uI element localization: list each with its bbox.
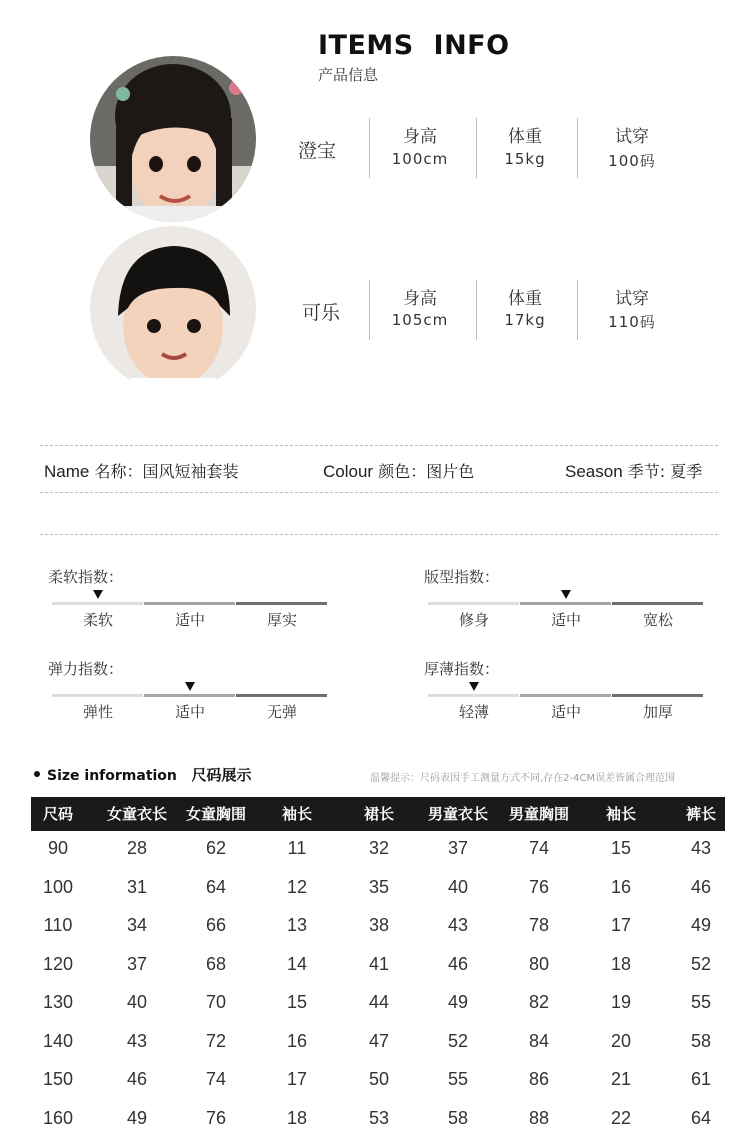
index-option-label: 适中 — [550, 611, 581, 629]
height-value: 105cm — [391, 311, 449, 329]
table-cell: 46 — [447, 953, 469, 974]
table-cell: 76 — [205, 1107, 227, 1128]
table-header-cell: 男童衣长 — [427, 805, 488, 823]
index-option-label: 适中 — [550, 703, 581, 721]
index-bar-segment — [428, 694, 519, 697]
table-cell: 32 — [368, 838, 390, 858]
model-photo-girl — [90, 56, 256, 222]
index-marker-icon — [93, 590, 103, 599]
table-cell: 74 — [205, 1069, 227, 1089]
index-title: 版型指数： — [424, 568, 500, 586]
table-cell: 52 — [447, 1030, 469, 1051]
table-row — [31, 992, 725, 1016]
index-bar-segment — [612, 602, 703, 605]
table-header-cell: 袖长 — [281, 805, 312, 823]
table-cell: 16 — [610, 876, 632, 897]
size-note: 温馨提示：尺码表因手工测量方式不同,存在2-4CM误差皆属合理范围 — [370, 773, 676, 784]
index-option-label: 厚实 — [266, 611, 297, 629]
table-cell: 110 — [43, 915, 73, 935]
dashed-divider — [40, 534, 718, 535]
table-cell: 160 — [42, 1107, 74, 1128]
table-cell: 55 — [447, 1069, 469, 1089]
table-header-cell: 女童衣长 — [106, 805, 167, 823]
table-cell: 28 — [126, 838, 148, 858]
table-header-cell: 尺码 — [42, 805, 73, 823]
index-marker-icon — [469, 682, 479, 691]
size-title-cn: 尺码展示 — [191, 766, 252, 784]
table-cell: 50 — [368, 1069, 390, 1089]
elasticity-index — [46, 658, 326, 728]
table-cell: 86 — [528, 1069, 550, 1089]
table-cell: 100 — [42, 876, 74, 897]
try-size-value: 110码 — [608, 313, 656, 331]
divider — [577, 280, 578, 340]
table-cell: 37 — [126, 953, 148, 974]
table-cell: 55 — [690, 992, 712, 1012]
index-bar-segment — [236, 602, 327, 605]
height-label: 身高 — [403, 127, 437, 147]
table-cell: 150 — [42, 1069, 74, 1089]
table-cell: 90 — [47, 838, 69, 858]
index-option-label: 适中 — [174, 611, 205, 629]
table-header-cell: 裤长 — [685, 805, 716, 823]
table-cell: 16 — [286, 1030, 308, 1051]
season-label-en: Season — [565, 462, 623, 481]
divider — [577, 118, 578, 178]
table-cell: 130 — [42, 992, 74, 1012]
table-cell: 80 — [528, 953, 550, 974]
index-option-label: 加厚 — [642, 703, 673, 721]
table-cell: 47 — [368, 1030, 390, 1051]
table-header-cell: 袖长 — [605, 805, 636, 823]
table-cell: 62 — [205, 838, 227, 858]
table-cell: 58 — [447, 1107, 469, 1128]
dashed-divider — [40, 445, 718, 446]
table-cell: 14 — [286, 953, 308, 974]
season-value: 夏季 — [670, 462, 703, 481]
size-table-body — [31, 831, 725, 1141]
size-section-title — [47, 764, 252, 785]
index-option-label: 轻薄 — [458, 703, 489, 721]
table-cell: 31 — [126, 876, 148, 897]
weight-label: 体重 — [508, 289, 542, 309]
table-cell: 120 — [42, 953, 74, 974]
table-cell: 15 — [610, 838, 632, 858]
table-cell: 68 — [205, 953, 227, 974]
table-header-cell: 女童胸围 — [185, 805, 246, 823]
index-bar-segment — [520, 694, 611, 697]
table-cell: 43 — [690, 838, 712, 858]
index-option-label: 柔软 — [82, 611, 113, 629]
try-size-label: 试穿 — [615, 289, 649, 309]
table-cell: 41 — [368, 953, 390, 974]
index-option-label: 修身 — [458, 611, 489, 629]
model-photo-boy — [90, 226, 256, 392]
table-cell: 43 — [126, 1030, 148, 1051]
weight-label: 体重 — [508, 127, 542, 147]
product-colour — [323, 459, 474, 482]
index-marker-icon — [561, 590, 571, 599]
product-name — [44, 459, 238, 482]
table-cell: 44 — [368, 992, 390, 1012]
table-cell: 22 — [610, 1107, 632, 1128]
table-cell: 64 — [205, 876, 227, 897]
name-value: 国风短袖套装 — [142, 462, 239, 481]
weight-value: 15kg — [504, 150, 546, 168]
index-title: 弹力指数： — [48, 660, 124, 678]
boy-portrait-illustration — [90, 226, 256, 392]
table-cell: 13 — [286, 915, 308, 935]
table-cell: 46 — [690, 876, 712, 897]
index-title: 厚薄指数： — [424, 660, 500, 678]
index-option-label: 宽松 — [642, 611, 673, 629]
weight-value: 17kg — [504, 311, 546, 329]
table-row — [31, 954, 725, 978]
table-cell: 19 — [610, 992, 632, 1012]
name-label-en: Name — [44, 462, 90, 481]
table-cell: 49 — [690, 915, 712, 935]
table-cell: 140 — [42, 1030, 74, 1051]
table-cell: 34 — [126, 915, 148, 935]
index-bar-segment — [236, 694, 327, 697]
try-size-label: 试穿 — [615, 127, 649, 147]
height-value: 100cm — [391, 150, 449, 168]
table-cell: 49 — [126, 1107, 148, 1128]
table-row — [31, 1108, 725, 1132]
table-row — [31, 1069, 725, 1093]
table-row — [31, 915, 725, 939]
index-bar-segment — [612, 694, 703, 697]
table-cell: 58 — [690, 1030, 712, 1051]
colour-label-en: Colour — [323, 462, 374, 481]
table-cell: 52 — [690, 953, 712, 974]
index-bar-segment — [520, 602, 611, 605]
table-cell: 46 — [126, 1069, 148, 1089]
table-cell: 70 — [205, 992, 227, 1012]
table-header-cell: 裙长 — [363, 805, 394, 823]
index-bar-segment — [428, 602, 519, 605]
try-size-value: 100码 — [608, 152, 656, 170]
girl-portrait-illustration — [90, 56, 256, 222]
index-bar-segment — [144, 694, 235, 697]
table-cell: 66 — [205, 915, 227, 935]
table-cell: 84 — [528, 1030, 550, 1051]
table-cell: 61 — [690, 1069, 712, 1089]
table-cell: 35 — [368, 876, 390, 897]
colour-label-cn: 颜色： — [378, 462, 427, 481]
table-row — [31, 1031, 725, 1055]
table-cell: 20 — [610, 1030, 632, 1051]
index-option-label: 无弹 — [266, 703, 297, 721]
product-season — [565, 459, 702, 482]
index-option-label: 弹性 — [82, 703, 113, 721]
size-table-header — [31, 797, 725, 831]
table-row — [31, 877, 725, 901]
model-name: 澄宝 — [298, 140, 337, 162]
table-cell: 64 — [690, 1107, 712, 1128]
table-cell: 76 — [528, 876, 550, 897]
table-cell: 11 — [287, 838, 307, 858]
table-cell: 74 — [528, 838, 550, 858]
softness-index — [46, 566, 326, 636]
table-cell: 38 — [368, 915, 390, 935]
dashed-divider — [40, 492, 718, 493]
table-cell: 40 — [447, 876, 469, 897]
table-cell: 49 — [447, 992, 469, 1012]
model-name: 可乐 — [302, 302, 341, 324]
index-marker-icon — [185, 682, 195, 691]
height-label: 身高 — [403, 289, 437, 309]
season-label-cn: 季节: — [627, 462, 666, 481]
table-cell: 18 — [610, 953, 632, 974]
index-bar-segment — [52, 694, 143, 697]
index-bar-segment — [144, 602, 235, 605]
table-cell: 82 — [528, 992, 550, 1012]
page-subtitle: 产品信息 — [318, 66, 379, 84]
table-cell: 17 — [610, 915, 632, 935]
table-cell: 18 — [286, 1107, 308, 1128]
colour-value: 图片色 — [426, 462, 475, 481]
table-cell: 72 — [205, 1030, 227, 1051]
name-label-cn: 名称： — [94, 462, 143, 481]
table-row — [31, 838, 725, 862]
table-header-cell: 男童胸围 — [508, 805, 569, 823]
index-option-label: 适中 — [174, 703, 205, 721]
index-title: 柔软指数： — [48, 568, 124, 586]
table-cell: 53 — [368, 1107, 390, 1128]
table-cell: 15 — [286, 992, 308, 1012]
size-title-en: Size information — [47, 768, 177, 784]
table-cell: 40 — [126, 992, 148, 1012]
table-cell: 17 — [286, 1069, 308, 1089]
table-cell: 21 — [610, 1069, 632, 1089]
page-title: ITEMS INFO — [318, 30, 510, 61]
table-cell: 12 — [286, 876, 308, 897]
table-cell: 88 — [528, 1107, 550, 1128]
fit-index — [422, 566, 702, 636]
table-cell: 78 — [528, 915, 550, 935]
index-bar-segment — [52, 602, 143, 605]
bullet-icon — [34, 771, 40, 777]
thickness-index — [422, 658, 702, 728]
table-cell: 43 — [447, 915, 469, 935]
table-cell: 37 — [447, 838, 469, 858]
